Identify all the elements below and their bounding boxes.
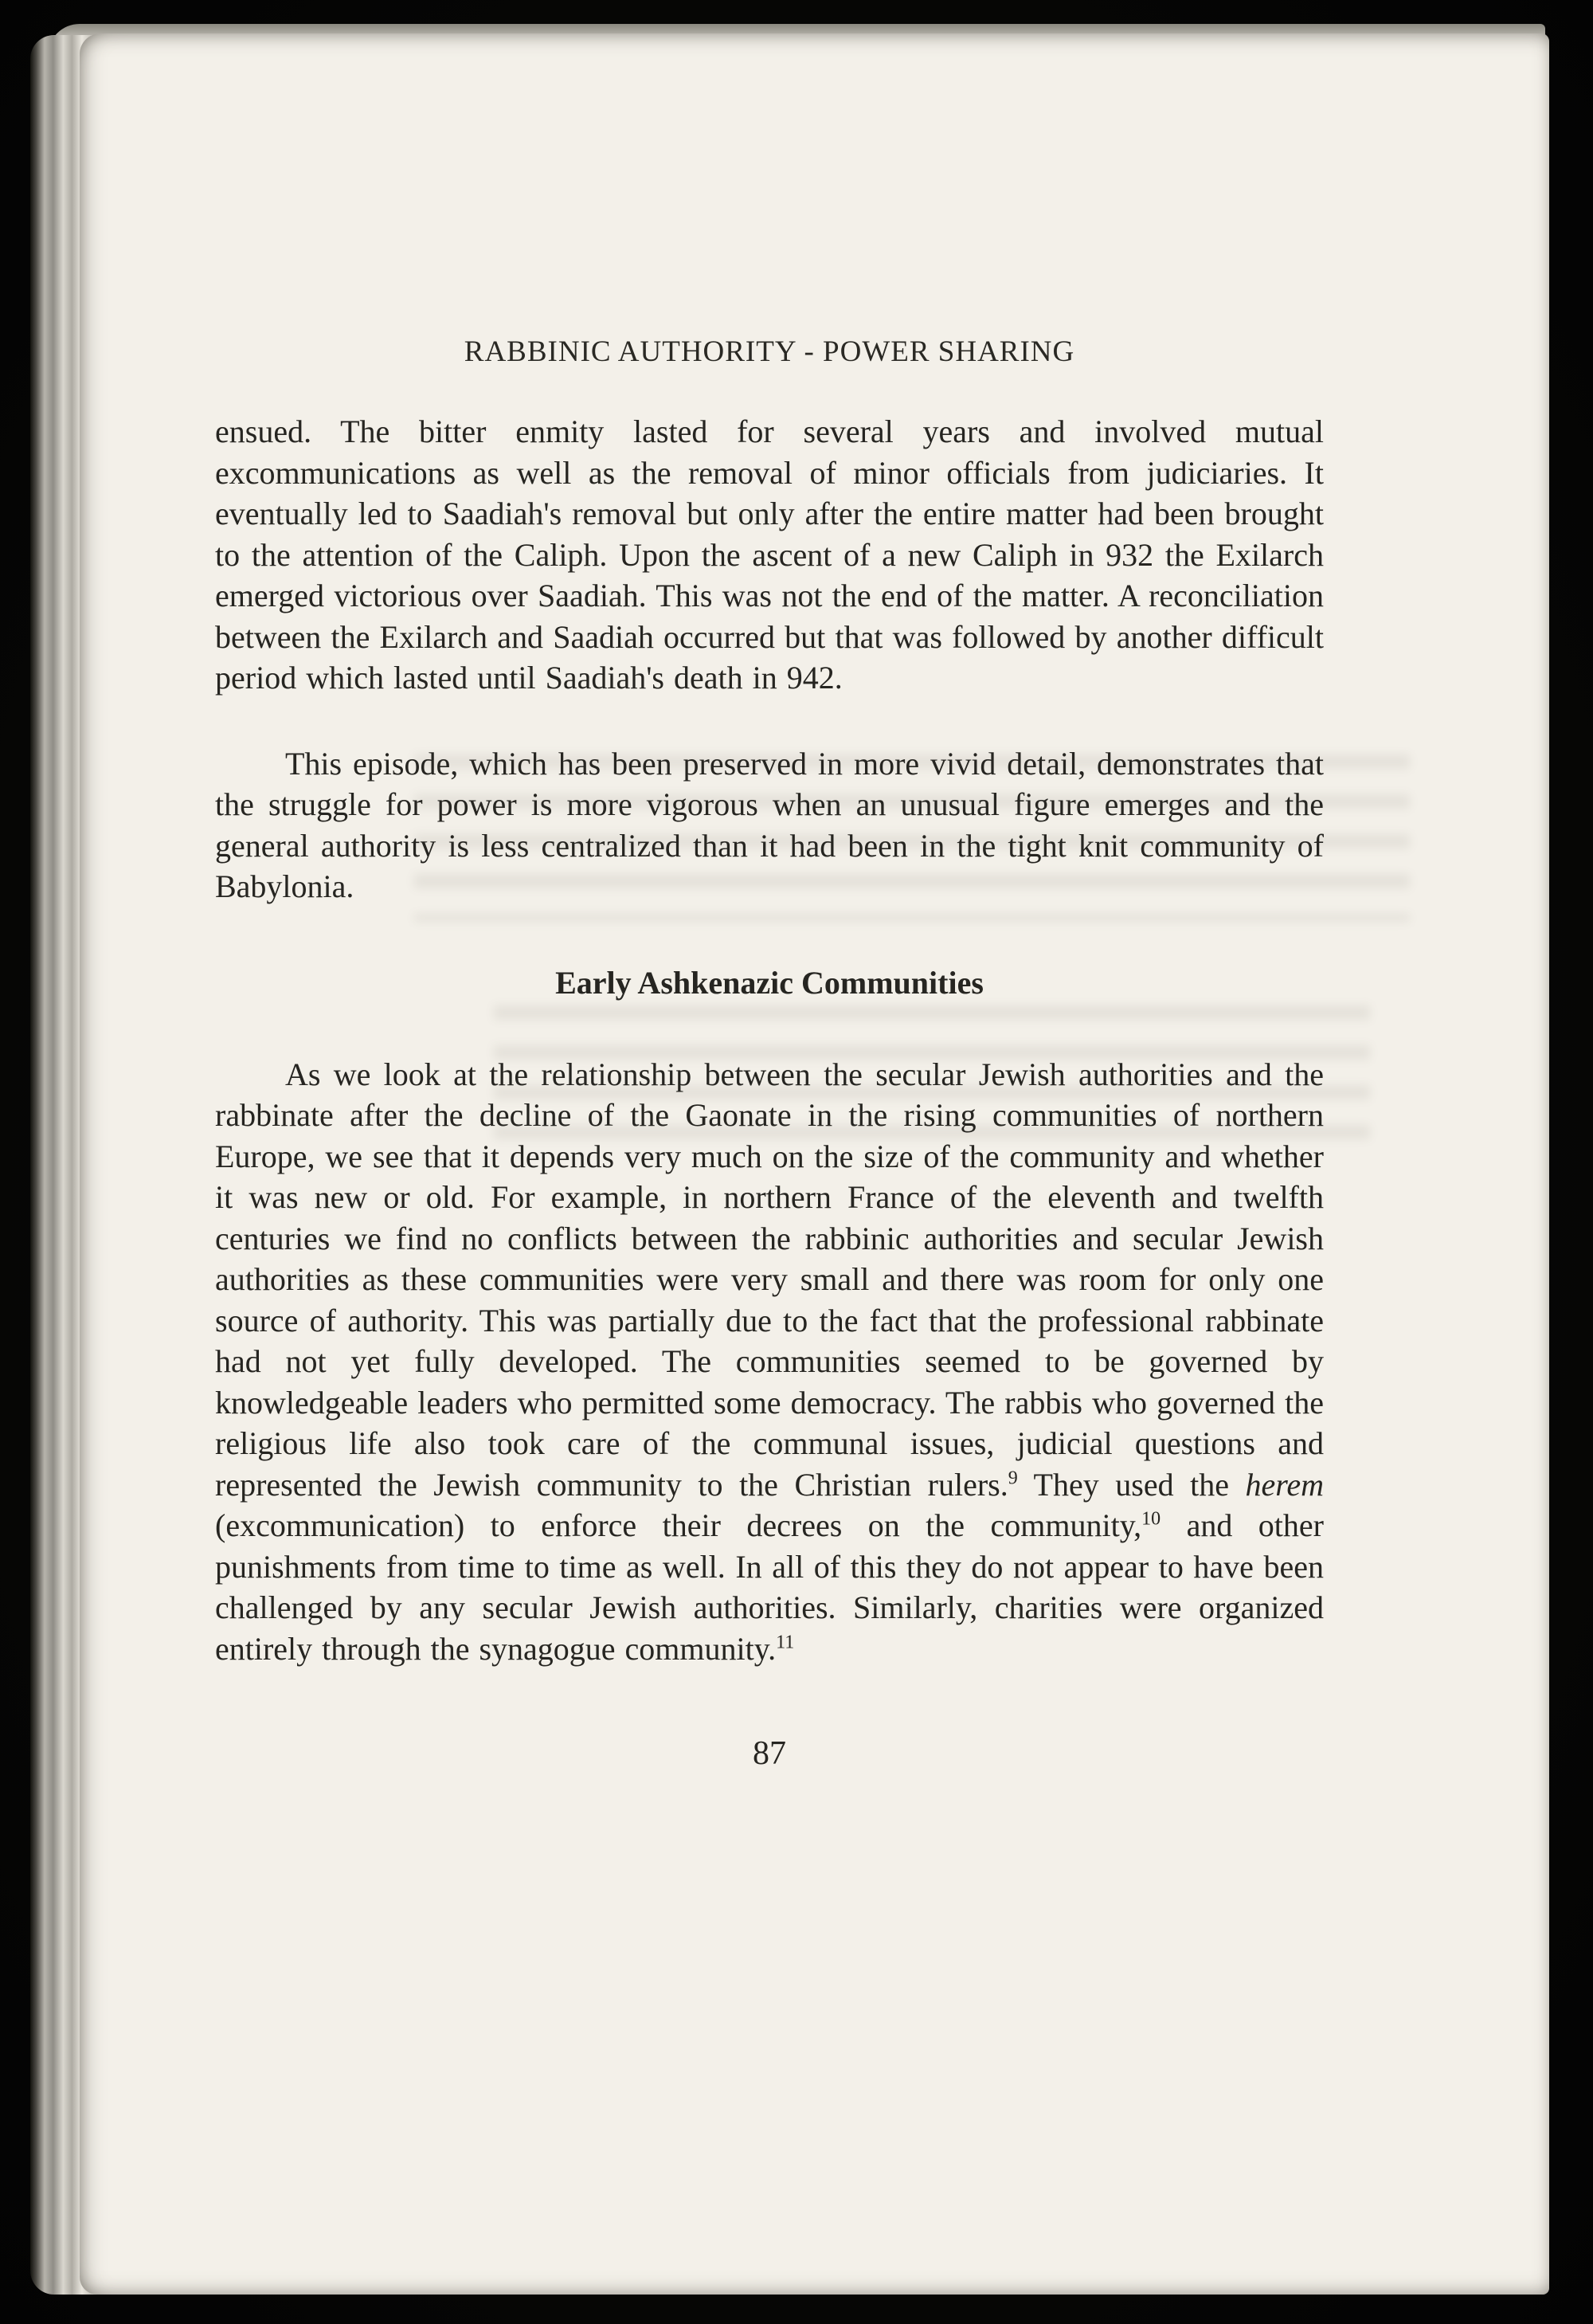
footnote-ref-9: 9 <box>1008 1468 1018 1489</box>
page-number: 87 <box>753 1735 786 1772</box>
paragraph3-text: and other punishments from time to time as well. In all of this they do not appear to have been challenged by any secular Jewish authorities. Similarly, charities were organized entirely through the synagogue community. <box>215 1507 1324 1667</box>
paragraph3-text: As we look at the relationship between the secular Jewish authorities and the rabbinate after the decline of the Gaonate in the rising communities of northern Europe, we see that it depends very much on the size of the community and whether it was new or old. For example, in northern France of the eleventh and twelfth centuries we find no conflicts between the rabbinic authorities and secular Jewish authorities as these communities were very small and there was room for only one source of authority. This was partially due to the fact that the professional rabbinate had not yet fully developed. The communities seemed to be governed by knowledgeable leaders who permitted some democracy. The rabbis who governed the religious life also took care of the communal issues, judicial questions and represented the Jewish community to the Christian rulers. <box>215 1056 1324 1503</box>
paragraph3-text: (excommunication) to enforce their decrees on the community, <box>215 1507 1142 1543</box>
italic-term-herem: herem <box>1245 1466 1324 1503</box>
page-content <box>215 33 1324 1773</box>
footnote-ref-11: 11 <box>776 1632 795 1653</box>
paragraph3-text: They used the <box>1017 1466 1246 1503</box>
footnote-ref-10: 10 <box>1141 1508 1161 1530</box>
body-paragraph-3 <box>215 1054 1324 1670</box>
body-paragraph-2: This episode, which has been preserved in more vivid detail, demonstrates that the struggle for power is more vigorous when an unusual figure emerges and the general authority is less centralized than it had been in the tight knit community of Babylonia. <box>215 745 1324 904</box>
body-paragraph-1: ensued. The bitter enmity lasted for several years and involved mutual excommunications as well as the removal of minor officials from judiciaries. It eventually led to Saadiah's removal but only after the entire matter had been brought to the attention of the Caliph. Upon the ascent of a new Caliph in 932 the Exilarch emerged victorious over Saadiah. This was not the end of the matter. A reconciliation between the Exilarch and Saadiah occurred but that was followed by another difficult period which lasted until Saadiah's death in 942. <box>215 413 1324 696</box>
section-heading: Early Ashkenazic Communities <box>555 964 984 1001</box>
running-header: RABBINIC AUTHORITY - POWER SHARING <box>464 335 1075 368</box>
book-page <box>80 33 1549 2295</box>
